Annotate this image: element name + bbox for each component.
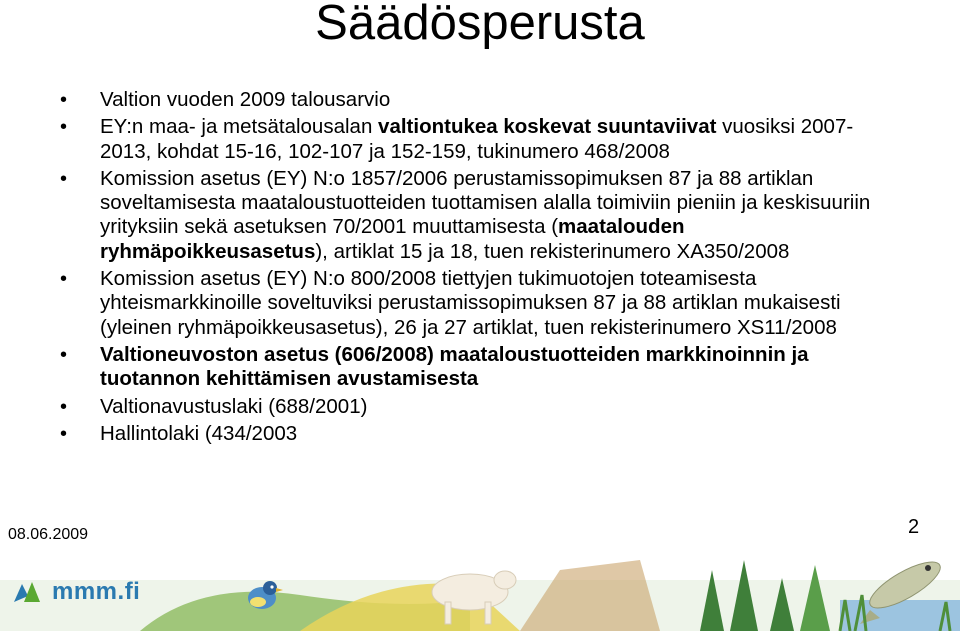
bullet-text: vuosiksi 2007-2013, kohdat 15-16, 102-107 ja 152-159, tukinumero 468/2008 — [100, 115, 854, 163]
bullet-text: Komission asetus (EY) N:o 800/2008 tiettyjen tukimuotojen toteamisesta yhteismarkkinoille soveltuviksi perustamissopimuksen 87 ja 88 artiklan mukaisesti (yleinen ryhmäpoikkeusasetus), 26 ja 27 artiklat, tuen rekisterinumero XS11/2008 — [100, 267, 841, 339]
logo-text: mmm.fi — [52, 578, 141, 605]
bullet-text: Hallintolaki (434/2003 — [100, 421, 298, 445]
bullet-item — [60, 422, 880, 446]
logo-icon — [10, 578, 46, 606]
bullet-text: ), artiklat 15 ja 18, tuen rekisterinumero XA350/2008 — [315, 239, 790, 263]
bullet-item — [60, 267, 880, 340]
bullet-list — [60, 88, 880, 449]
bullet-text: EY:n maa- ja metsätalousalan — [100, 115, 379, 139]
bullet-text-bold: maatalouden ryhmäpoikkeusasetus — [100, 215, 685, 263]
footer-illustration — [0, 540, 960, 631]
bullet-item — [60, 395, 880, 419]
bullet-item — [60, 115, 880, 164]
mmm-logo[interactable] — [10, 578, 140, 606]
bullet-text: Komission asetus (EY) N:o 1857/2006 perustamissopimuksen 87 ja 88 artiklan soveltamisesta maataloustuotteiden tuottamisen alalla toimiviin pieniin ja keskisuuriin yrityksiin sekä asetuksen 70/2001 muuttamisesta ( — [100, 166, 871, 239]
bullet-text-bold: Valtioneuvoston asetus (606/2008) maataloustuotteiden markkinoinnin ja tuotannon kehittämisen avustamisesta — [100, 342, 809, 391]
slide-date: 08.06.2009 — [8, 526, 89, 543]
bullet-item — [60, 343, 880, 392]
bullet-text: Valtion vuoden 2009 talousarvio — [100, 88, 391, 111]
page-number: 2 — [908, 516, 920, 538]
bullet-text: Valtionavustuslaki (688/2001) — [100, 394, 368, 418]
bullet-text-bold: valtiontukea koskevat suuntaviivat — [378, 115, 717, 139]
bullet-item — [60, 88, 880, 112]
slide-title: Säädösperusta — [315, 0, 645, 50]
bullet-item — [60, 167, 880, 264]
